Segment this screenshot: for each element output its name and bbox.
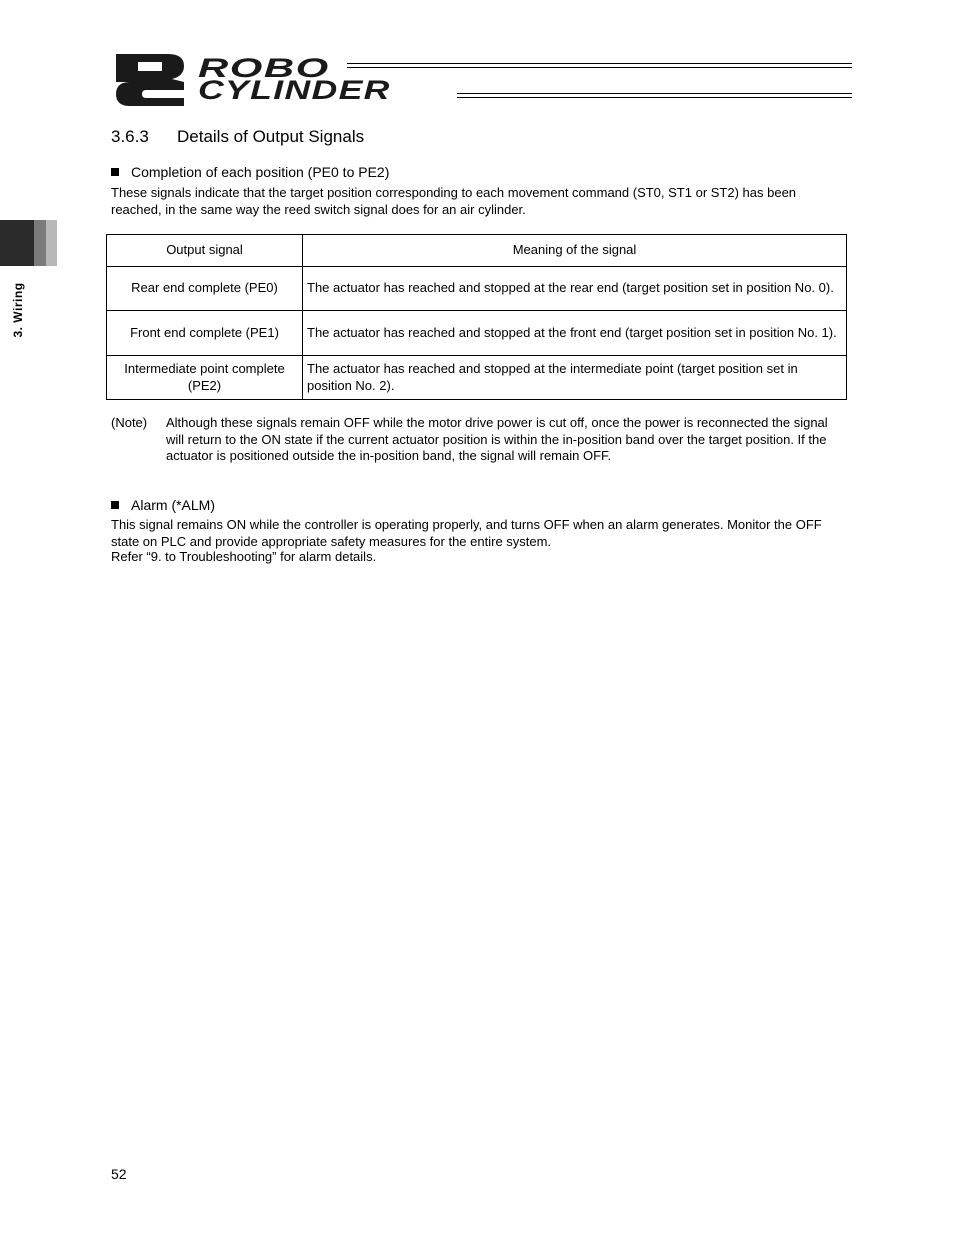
completion-heading-text: Completion of each position (PE0 to PE2) xyxy=(131,164,390,180)
header-rule-bottom-1 xyxy=(457,93,852,94)
bullet-square-icon xyxy=(111,168,119,176)
alarm-reference: Refer “9. to Troubleshooting” for alarm details. xyxy=(111,549,377,564)
table-row xyxy=(107,356,847,400)
chapter-label: 3. Wiring xyxy=(11,282,25,338)
page-number: 52 xyxy=(111,1166,127,1182)
signal-meaning-cell: The actuator has reached and stopped at the front end (target position set in position No. 1). xyxy=(303,311,847,356)
rc-logo-mark-icon xyxy=(112,52,192,108)
table-header-cell: Meaning of the signal xyxy=(303,235,847,267)
header-rule-top-1 xyxy=(347,63,852,64)
section-number: 3.6.3 xyxy=(111,127,149,146)
output-signal-table xyxy=(106,234,847,400)
logo-line-robo: ROBO xyxy=(198,53,330,83)
signal-name-cell: Rear end complete (PE0) xyxy=(107,267,303,311)
alarm-heading xyxy=(111,497,215,513)
alarm-description: This signal remains ON while the controller is operating properly, and turns OFF when an alarm generates. Monitor the OFF state on PLC and provide appropriate safety measures for the entire system. xyxy=(111,517,822,549)
signal-meaning-cell: The actuator has reached and stopped at the intermediate point (target position set in position No. 2). xyxy=(303,356,847,400)
section-title xyxy=(111,127,364,147)
header-rule-bottom-2 xyxy=(457,97,852,98)
header-rule-top-2 xyxy=(347,67,852,68)
alarm-heading-text: Alarm (*ALM) xyxy=(131,497,216,513)
signal-name-cell: Front end complete (PE1) xyxy=(107,311,303,356)
note-text: Although these signals remain OFF while the motor drive power is cut off, once the power is reconnected the signal will return to the ON state if the current actuator position is within the in-position band over the target position. If the actuator is positioned outside the in-position band, the signal will remain OFF. xyxy=(166,415,828,463)
signal-name-cell: Intermediate point complete (PE2) xyxy=(107,356,303,400)
bullet-square-icon xyxy=(111,501,119,509)
signal-meaning-cell: The actuator has reached and stopped at the rear end (target position set in position No. 0). xyxy=(303,267,847,311)
table-header-cell: Output signal xyxy=(107,235,303,267)
table-row xyxy=(107,267,847,311)
table-row xyxy=(107,311,847,356)
completion-heading xyxy=(111,164,389,180)
table-header-row xyxy=(107,235,847,267)
note-label: (Note) xyxy=(111,415,148,430)
robo-cylinder-logo xyxy=(112,52,457,108)
logo-line-cylinder: CYLINDER xyxy=(198,75,391,105)
section-title-text: Details of Output Signals xyxy=(177,127,365,146)
chapter-tab xyxy=(0,220,57,266)
completion-description: These signals indicate that the target position corresponding to each movement command (ST0, ST1 or ST2) has been reached, in the same way the reed switch signal does for an air cylinder. xyxy=(111,185,797,217)
